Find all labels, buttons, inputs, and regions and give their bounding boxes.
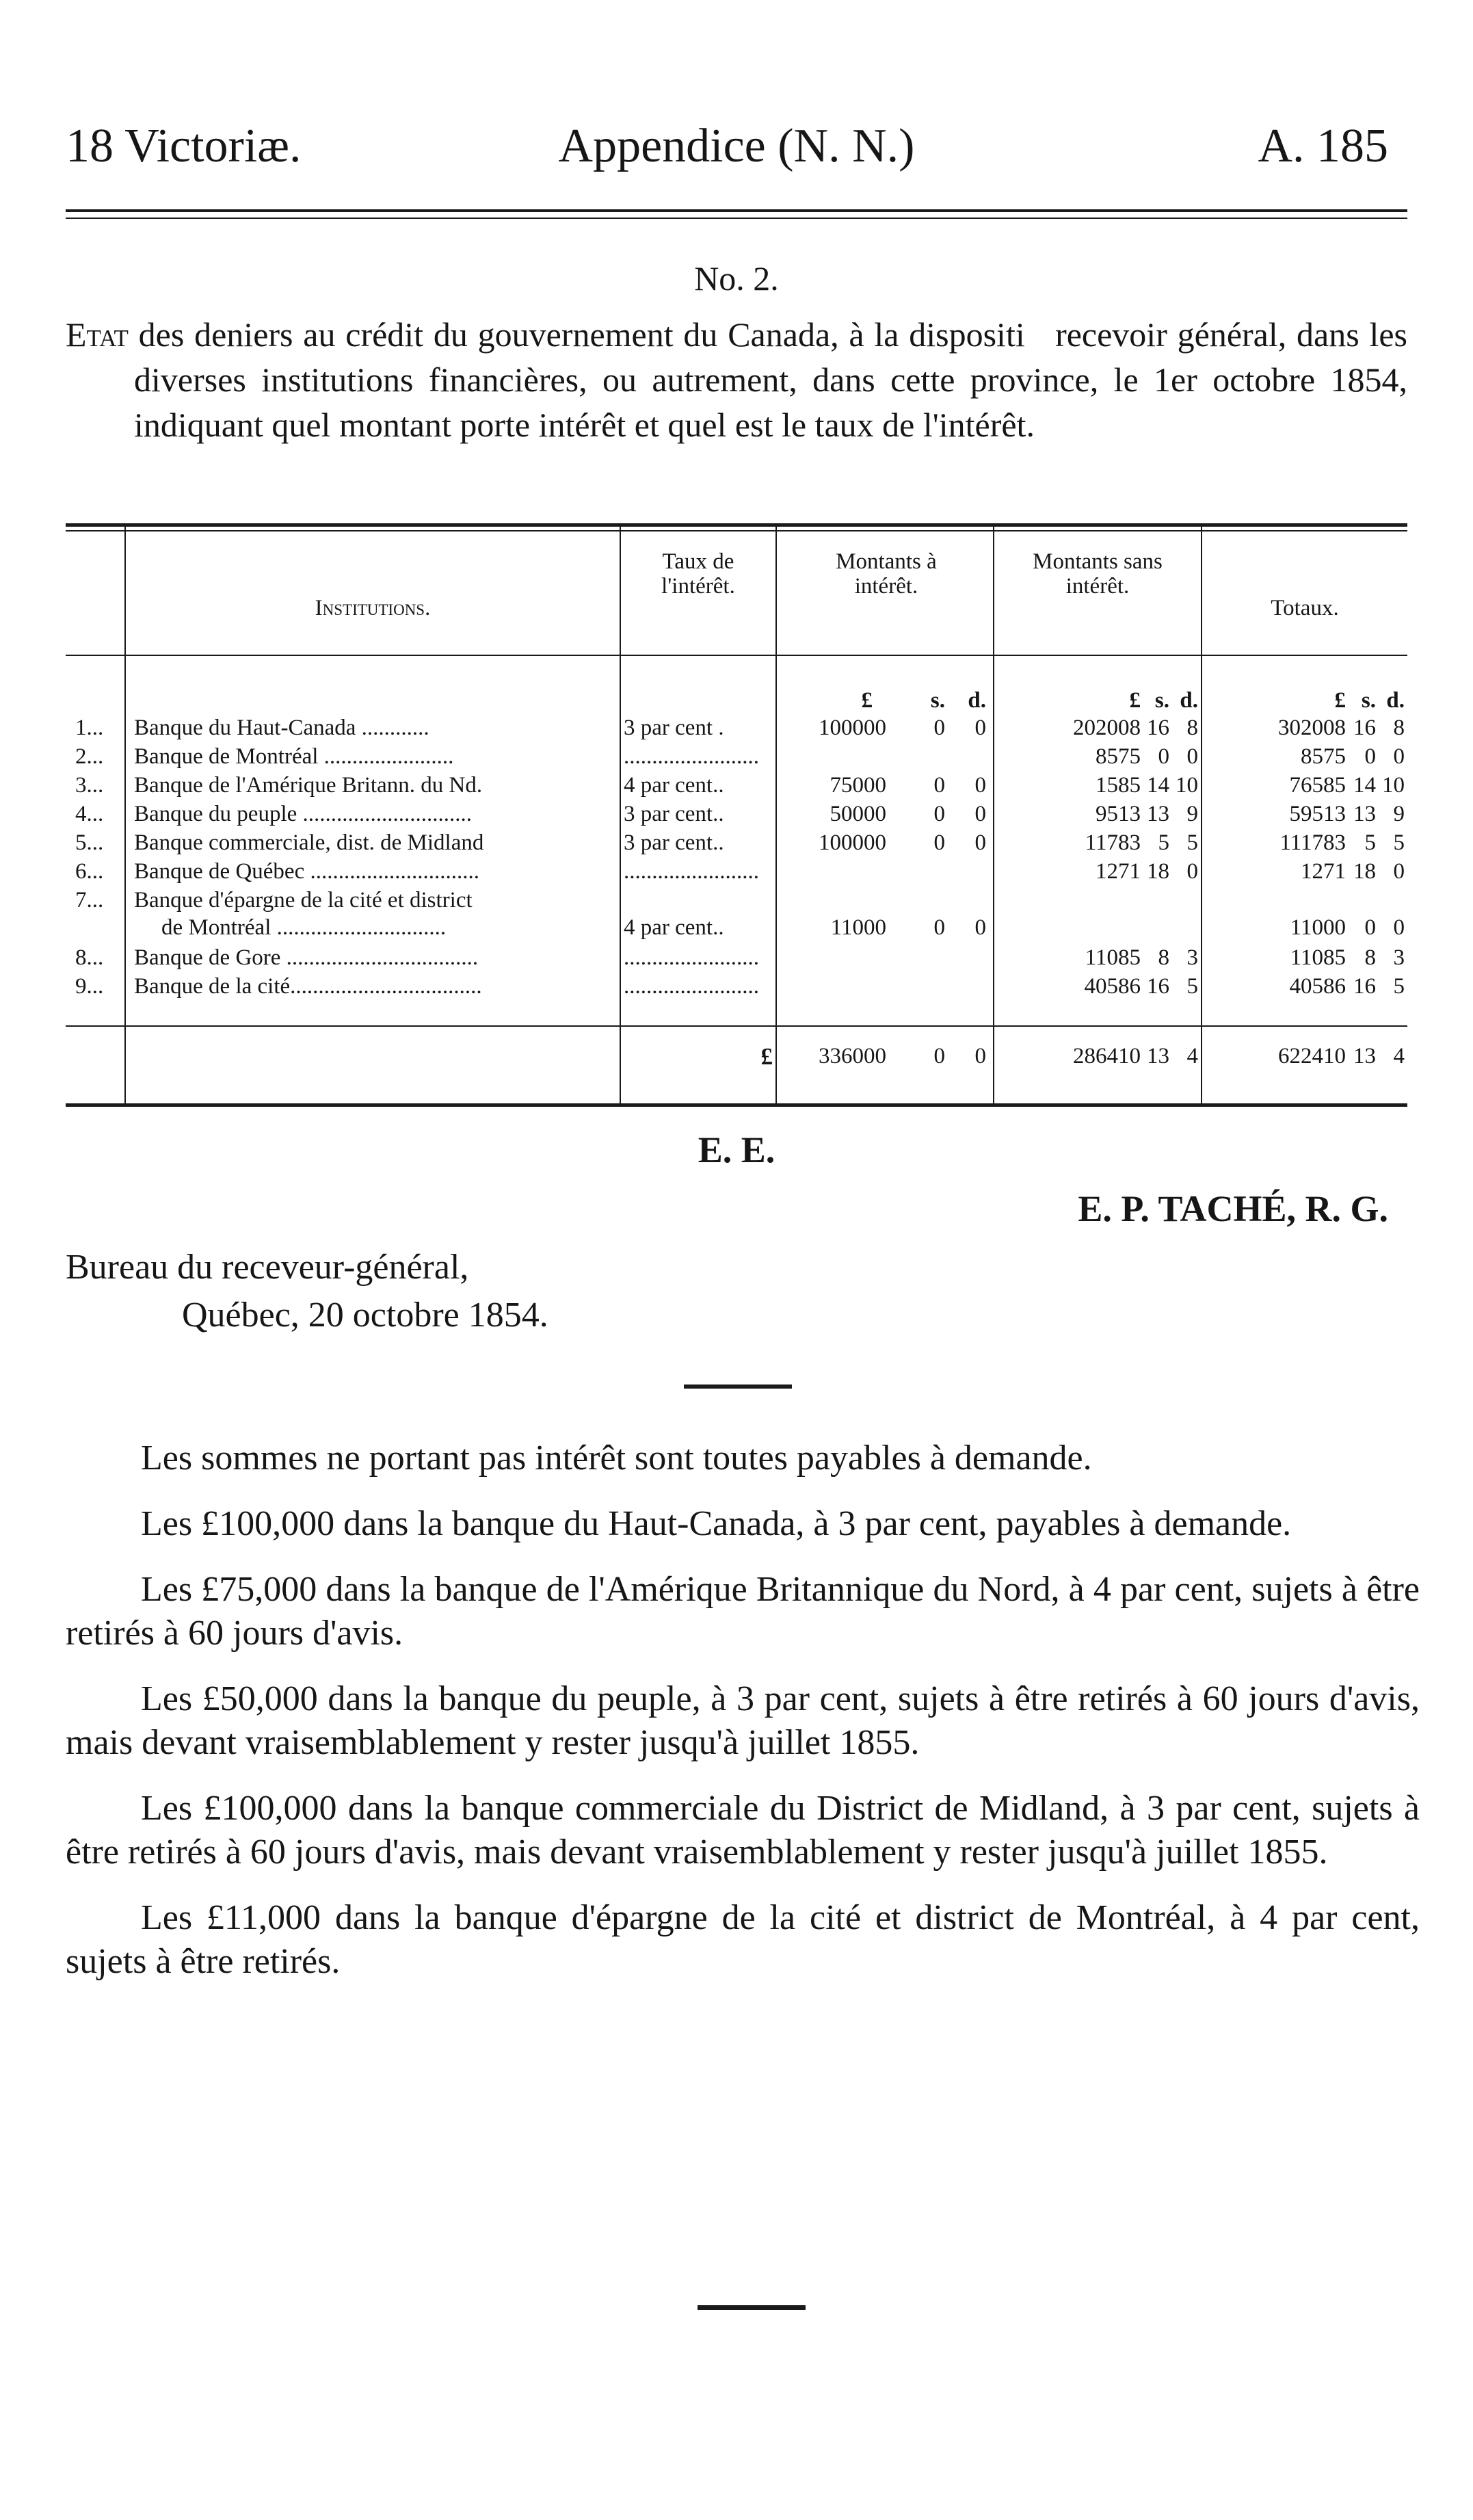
interest-rate: 4 par cent.. (624, 773, 724, 798)
total-pounds: 76585 (1289, 773, 1346, 798)
amount-no-interest-shillings: 16 (1147, 974, 1169, 999)
unit-pound: £ (1129, 688, 1141, 713)
header-right: A. 185 (1258, 120, 1388, 172)
header-center: Appendice (N. N.) (558, 120, 915, 172)
institution-name: Banque de Montréal ....................... (134, 744, 454, 769)
interest-rate: 3 par cent.. (624, 802, 724, 826)
interest-rate: ........................ (624, 744, 759, 769)
amount-interest-pounds: 11000 (830, 915, 886, 940)
header-left: 18 Victoriæ. (66, 120, 302, 172)
row-number: 6... (75, 859, 104, 884)
amount-no-interest-shillings: 0 (1158, 744, 1169, 769)
note-paragraph: Les £75,000 dans la banque de l'Amérique Britannique du Nord, à 4 par cent, sujets à être retirés à 60 jours d'avis. (66, 1570, 1420, 1653)
table-row (66, 715, 1407, 744)
header-montants-interet: Montants à intérêt. (836, 549, 937, 599)
unit-shilling: s. (1361, 688, 1376, 713)
amount-no-interest-pence: 10 (1176, 773, 1198, 798)
total-no-interest-pounds: 286410 (1073, 1044, 1141, 1068)
institution-name: Banque du Haut-Canada ............ (134, 716, 429, 740)
row-number: 4... (75, 802, 104, 826)
amount-interest-pence: 0 (974, 830, 986, 855)
header-taux: Taux de l'intérêt. (661, 549, 735, 599)
signature: E. P. TACHÉ, R. G. (1078, 1188, 1388, 1229)
end-divider (698, 2305, 806, 2310)
institution-name: Banque de Gore .................................. (134, 945, 479, 970)
amount-no-interest-pence: 9 (1186, 802, 1198, 826)
unit-pence: d. (1180, 688, 1198, 713)
amount-no-interest-pounds: 40586 (1084, 974, 1141, 999)
amount-no-interest-pounds: 9513 (1096, 802, 1141, 826)
table-rule-top-thin (66, 530, 1407, 531)
ee-mark: E. E. (698, 1129, 775, 1170)
interest-rate: 3 par cent.. (624, 830, 724, 855)
header-rule-top (66, 209, 1407, 212)
amount-no-interest-pounds: 11783 (1085, 830, 1141, 855)
amount-no-interest-pence: 5 (1186, 974, 1198, 999)
total-pence: 10 (1382, 773, 1405, 798)
bureau-line-1: Bureau du receveur-général, (66, 1248, 469, 1287)
institution-name: Banque de l'Amérique Britann. du Nd. (134, 773, 483, 798)
row-number: 1... (75, 716, 104, 740)
unit-pence: d. (1386, 688, 1405, 713)
amount-no-interest-shillings: 16 (1147, 716, 1169, 740)
total-shillings: 16 (1353, 716, 1376, 740)
interest-rate: ........................ (624, 974, 759, 999)
total-interest-pence: 0 (974, 1044, 986, 1068)
total-pounds: 111783 (1279, 830, 1346, 855)
total-pence: 5 (1393, 974, 1405, 999)
amount-interest-pounds: 100000 (819, 830, 886, 855)
amount-no-interest-pounds: 8575 (1096, 744, 1141, 769)
total-shillings: 0 (1364, 915, 1376, 940)
total-interest-shillings: 0 (933, 1044, 945, 1068)
table-row (66, 830, 1407, 858)
total-shillings: 14 (1353, 773, 1376, 798)
institution-name: Banque commerciale, dist. de Midland (134, 830, 484, 855)
table-row (66, 887, 1407, 945)
interest-rate: ........................ (624, 859, 759, 884)
header-rule-bottom (66, 218, 1407, 219)
total-pence: 3 (1393, 945, 1405, 970)
table-row (66, 858, 1407, 887)
amount-no-interest-pounds: 1585 (1096, 773, 1141, 798)
amount-no-interest-pence: 5 (1186, 830, 1198, 855)
interest-rate: 3 par cent . (624, 716, 724, 740)
row-number: 2... (75, 744, 104, 769)
unit-shilling: s. (930, 688, 945, 713)
note-paragraph: Les sommes ne portant pas intérêt sont toutes payables à demande. (141, 1439, 1092, 1478)
amount-interest-shillings: 0 (933, 802, 945, 826)
total-pounds: 1271 (1301, 859, 1346, 884)
intro-paragraph (66, 312, 1407, 447)
institution-name: Banque du peuple .............................. (134, 802, 473, 826)
amount-no-interest-pounds: 11085 (1085, 945, 1141, 970)
table-rule-header (66, 655, 1407, 656)
total-pence: 5 (1393, 830, 1405, 855)
total-shillings: 8 (1364, 945, 1376, 970)
total-pence: 9 (1393, 802, 1405, 826)
table-row (66, 772, 1407, 801)
amount-interest-shillings: 0 (933, 716, 945, 740)
row-number: 7... (75, 888, 104, 913)
table-row (66, 744, 1407, 772)
table-rule-bottom (66, 1103, 1407, 1107)
total-no-interest-shillings: 13 (1147, 1044, 1169, 1068)
amount-no-interest-pence: 8 (1186, 716, 1198, 740)
note-paragraph: Les £50,000 dans la banque du peuple, à 3 par cent, sujets à être retirés à 60 jours d'avis, mais devant vraisemblablement y rester jusqu'à juillet 1855. (66, 1679, 1420, 1762)
amount-interest-pence: 0 (974, 716, 986, 740)
interest-rate: 4 par cent.. (624, 915, 724, 940)
table-row (66, 973, 1407, 1002)
total-pence: 0 (1393, 744, 1405, 769)
row-number: 9... (75, 974, 104, 999)
table-total-row (66, 1043, 1407, 1077)
amount-interest-pence: 0 (974, 915, 986, 940)
total-shillings: 18 (1353, 859, 1376, 884)
total-interest-pounds: 336000 (819, 1044, 886, 1068)
header-institutions: Institutions. (315, 596, 431, 620)
total-pence: 8 (1393, 716, 1405, 740)
unit-shilling: s. (1154, 688, 1169, 713)
amount-no-interest-shillings: 18 (1147, 859, 1169, 884)
amount-no-interest-shillings: 14 (1147, 773, 1169, 798)
header-montants-sans: Montants sans intérêt. (1033, 549, 1163, 599)
table-rule-top (66, 523, 1407, 527)
amount-interest-shillings: 0 (933, 915, 945, 940)
amount-interest-pounds: 100000 (819, 716, 886, 740)
funds-table (66, 523, 1407, 1112)
total-pounds: 11000 (1290, 915, 1346, 940)
table-row (66, 945, 1407, 973)
total-pence: 0 (1393, 915, 1405, 940)
header-totaux: Totaux. (1271, 596, 1339, 620)
total-pounds: 11085 (1290, 945, 1346, 970)
unit-pound: £ (861, 688, 873, 713)
amount-interest-pence: 0 (974, 773, 986, 798)
amount-no-interest-pence: 0 (1186, 859, 1198, 884)
total-shillings: 0 (1364, 744, 1376, 769)
row-number: 8... (75, 945, 104, 970)
row-number: 3... (75, 773, 104, 798)
amount-interest-shillings: 0 (933, 773, 945, 798)
total-pounds: 59513 (1289, 802, 1346, 826)
note-paragraph: Les £100,000 dans la banque commerciale du District de Midland, à 3 par cent, sujets à être retirés à 60 jours d'avis, mais devant vraisemblablement y rester jusqu'à juillet 1855. (66, 1789, 1420, 1872)
intro-lead: Etat (66, 315, 129, 354)
total-shillings: 16 (1353, 974, 1376, 999)
total-no-interest-pence: 4 (1186, 1044, 1198, 1068)
unit-pound: £ (1334, 688, 1346, 713)
amount-no-interest-pounds: 1271 (1096, 859, 1141, 884)
intro-text: des deniers au crédit du gouvernement du Canada, à la dispositi recevoir général, dans les diverses institutions financières, ou autrement, dans cette province, le 1er octobre 1854, indiquant quel montant porte intérêt et quel est le taux de l'intérêt. (128, 315, 1407, 444)
institution-name: Banque de Québec .............................. (134, 859, 479, 884)
document-number: No. 2. (694, 259, 779, 298)
amount-interest-pounds: 50000 (830, 802, 886, 826)
total-pence: 0 (1393, 859, 1405, 884)
institution-name: Banque de la cité.................................. (134, 974, 482, 999)
institution-name: Banque d'épargne de la cité et district (134, 888, 473, 913)
total-shillings: 5 (1364, 830, 1376, 855)
grand-total-pounds: 622410 (1278, 1044, 1346, 1068)
table-rule-total (66, 1025, 1407, 1027)
bureau-address (66, 1244, 548, 1339)
note-paragraph: Les £100,000 dans la banque du Haut-Canada, à 3 par cent, payables à demande. (141, 1504, 1292, 1543)
amount-no-interest-pounds: 202008 (1073, 716, 1141, 740)
total-pounds: 40586 (1289, 974, 1346, 999)
total-pounds: 8575 (1301, 744, 1346, 769)
amount-no-interest-shillings: 8 (1158, 945, 1169, 970)
amount-no-interest-pence: 0 (1186, 744, 1198, 769)
total-pounds: 302008 (1278, 716, 1346, 740)
grand-total-pence: 4 (1393, 1044, 1405, 1068)
note-paragraph: Les £11,000 dans la banque d'épargne de la cité et district de Montréal, à 4 par cent, sujets à être retirés. (66, 1898, 1420, 1981)
total-shillings: 13 (1353, 802, 1376, 826)
grand-total-shillings: 13 (1353, 1044, 1376, 1068)
table-row (66, 801, 1407, 830)
notes (66, 1436, 1420, 2006)
amount-interest-shillings: 0 (933, 830, 945, 855)
bureau-line-2: Québec, 20 octobre 1854. (182, 1296, 548, 1335)
amount-interest-pence: 0 (974, 802, 986, 826)
row-number: 5... (75, 830, 104, 855)
section-divider (684, 1384, 792, 1389)
amount-interest-pounds: 75000 (830, 773, 886, 798)
amount-no-interest-pence: 3 (1186, 945, 1198, 970)
amount-no-interest-shillings: 13 (1147, 802, 1169, 826)
unit-pence: d. (968, 688, 986, 713)
amount-no-interest-shillings: 5 (1158, 830, 1169, 855)
institution-name-line2: de Montréal .............................. (161, 915, 447, 940)
total-currency-symbol: £ (760, 1043, 773, 1070)
interest-rate: ........................ (624, 945, 759, 970)
